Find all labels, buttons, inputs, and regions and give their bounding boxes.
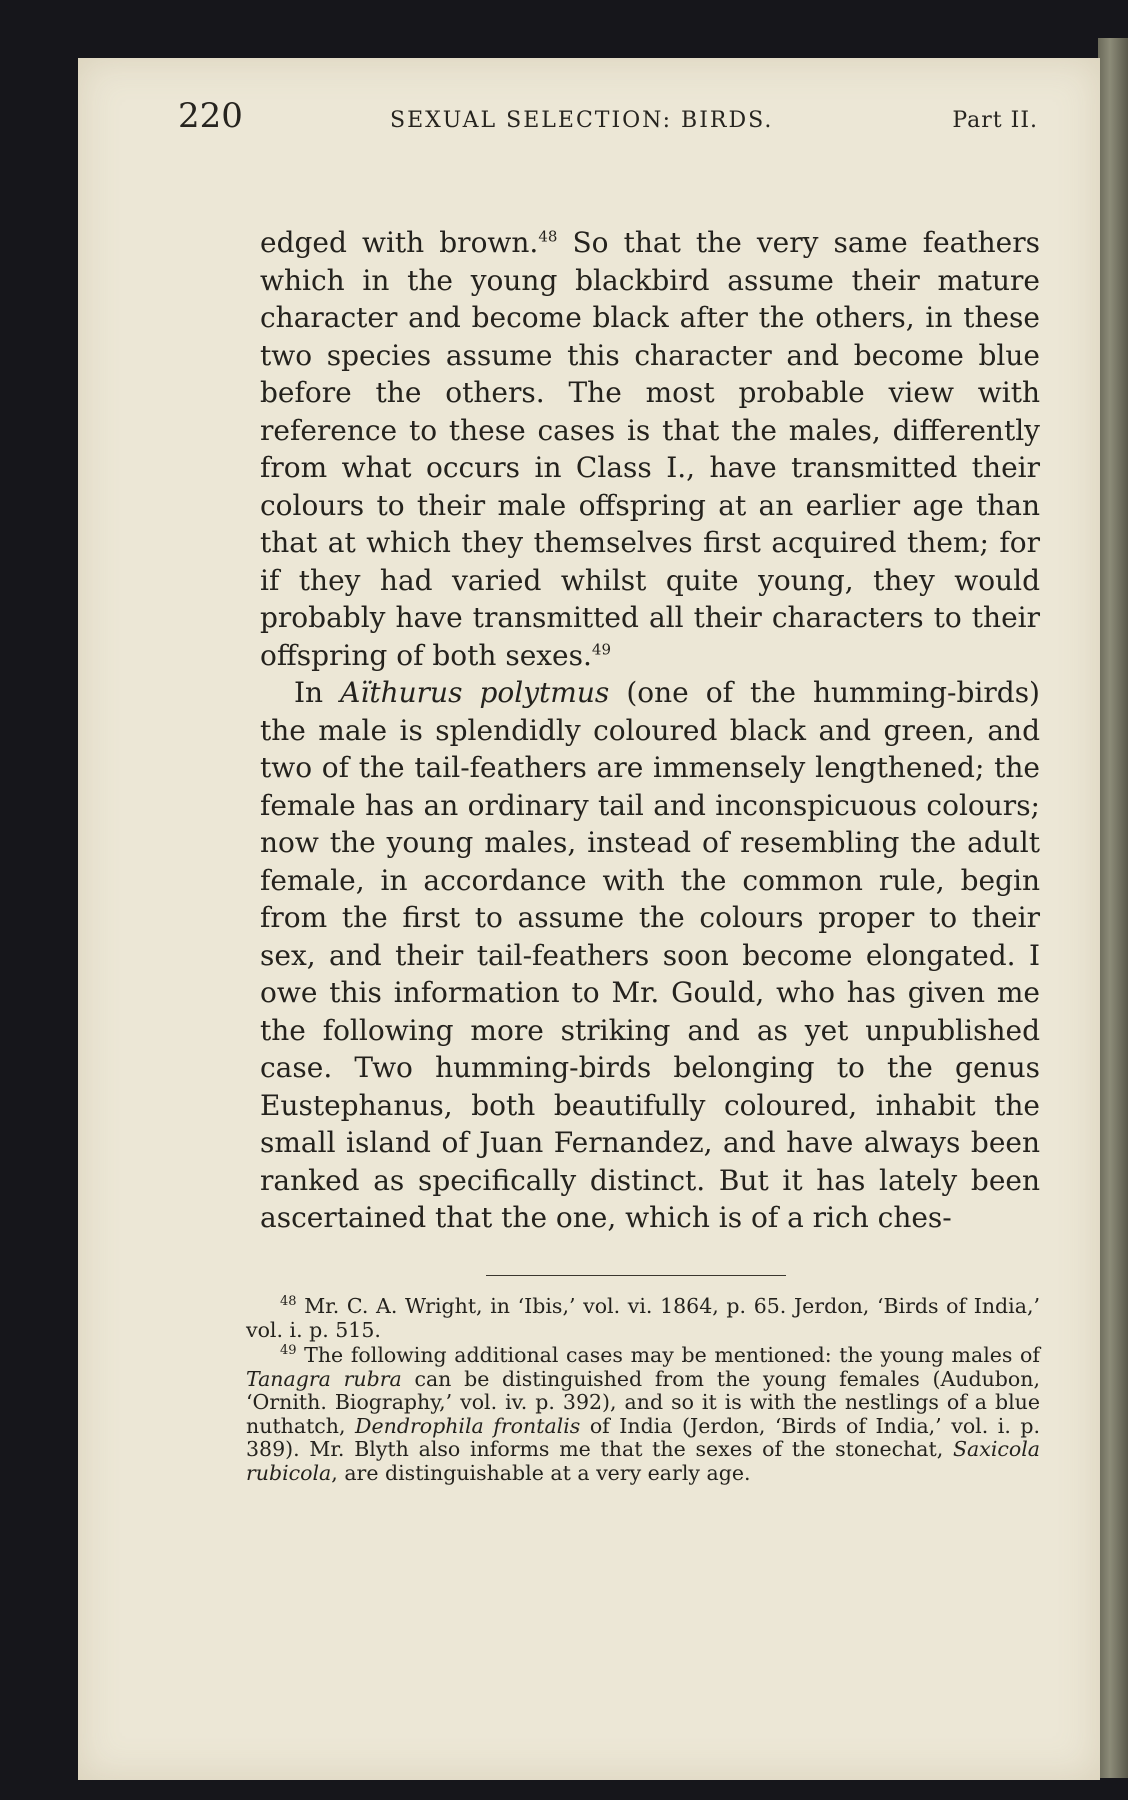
footnote-text: of India (Jerdon, ‘Birds of India,’ vol. i. p. 389). Mr. Blyth also informs me that the sexes of the stonechat, [246,1413,1041,1461]
species-name: Dendrophila frontalis [355,1413,581,1438]
page-header [178,96,1038,146]
footnote-text: Mr. C. A. Wright, in ‘Ibis,’ vol. vi. 1864, p. 65. Jerdon, ‘Birds of India,’ vol. i. p. 515. [246,1294,1040,1342]
text-run: edged with brown. [260,226,539,259]
footnote-48 [246,1295,1040,1342]
footnotes [246,1295,1040,1487]
species-name: Tanagra rubra [246,1366,402,1391]
footnote-text: can be distinguished from the young females (Audubon, ‘Ornith. Biography,’ vol. iv. p. 392), and so it is with the nestlings of a blue nuthatch, [246,1366,1040,1438]
species-name: Aïthurus polytmus [340,676,610,709]
footnote-ref-48: 48 [538,227,558,246]
part-label: Part II. [952,108,1038,133]
footnote-text: The following additional cases may be mentioned: the young males of [296,1343,1040,1367]
paragraph-2 [260,674,1040,1237]
footnote-divider [486,1275,786,1276]
paragraph-1 [260,224,1040,674]
text-run: So that the very same feathers which in the young blackbird assume their mature character and become black after the others, in these two species assume this character and become blue before the others. The most probable view with reference to these cases is that the males, differently from what occurs in Class I., have transmitted their colours to their male offspring at an earlier age than that at which they themselves first acquired them; for if they had varied whilst quite young, they would probably have transmitted all their characters to their offspring of both sexes. [260,226,1040,672]
running-title: SEXUAL SELECTION: BIRDS. [390,108,774,133]
footnote-number: 48 [280,1294,297,1310]
footnote-49 [246,1344,1040,1485]
book-edge [1098,38,1128,1778]
body-text [260,224,1040,1237]
text-run: (one of the humming-birds) the male is splendidly coloured black and green, and two of the tail-feathers are immensely lengthened; the female has an ordinary tail and inconspicuous colours; now the young males, instead of resembling the adult female, in accordance with the common rule, begin from the first to assume the colours proper to their sex, and their tail-feathers soon become elongated. I owe this information to Mr. Gould, who has given me the following more striking and as yet unpublished case. Two humming-birds belonging to the genus Eustephanus, both beautifully coloured, inhabit the small island of Juan Fernandez, and have always been ranked as specifically distinct. But it has lately been ascertained that the one, which is of a rich ches- [260,676,1040,1234]
footnote-number: 49 [280,1343,297,1359]
text-run: In [294,676,341,709]
footnote-text: , are distinguishable at a very early age. [331,1460,751,1485]
footnote-ref-49: 49 [591,640,611,659]
species-name: Saxicola rubicola [246,1437,1040,1485]
page-number: 220 [178,96,243,136]
